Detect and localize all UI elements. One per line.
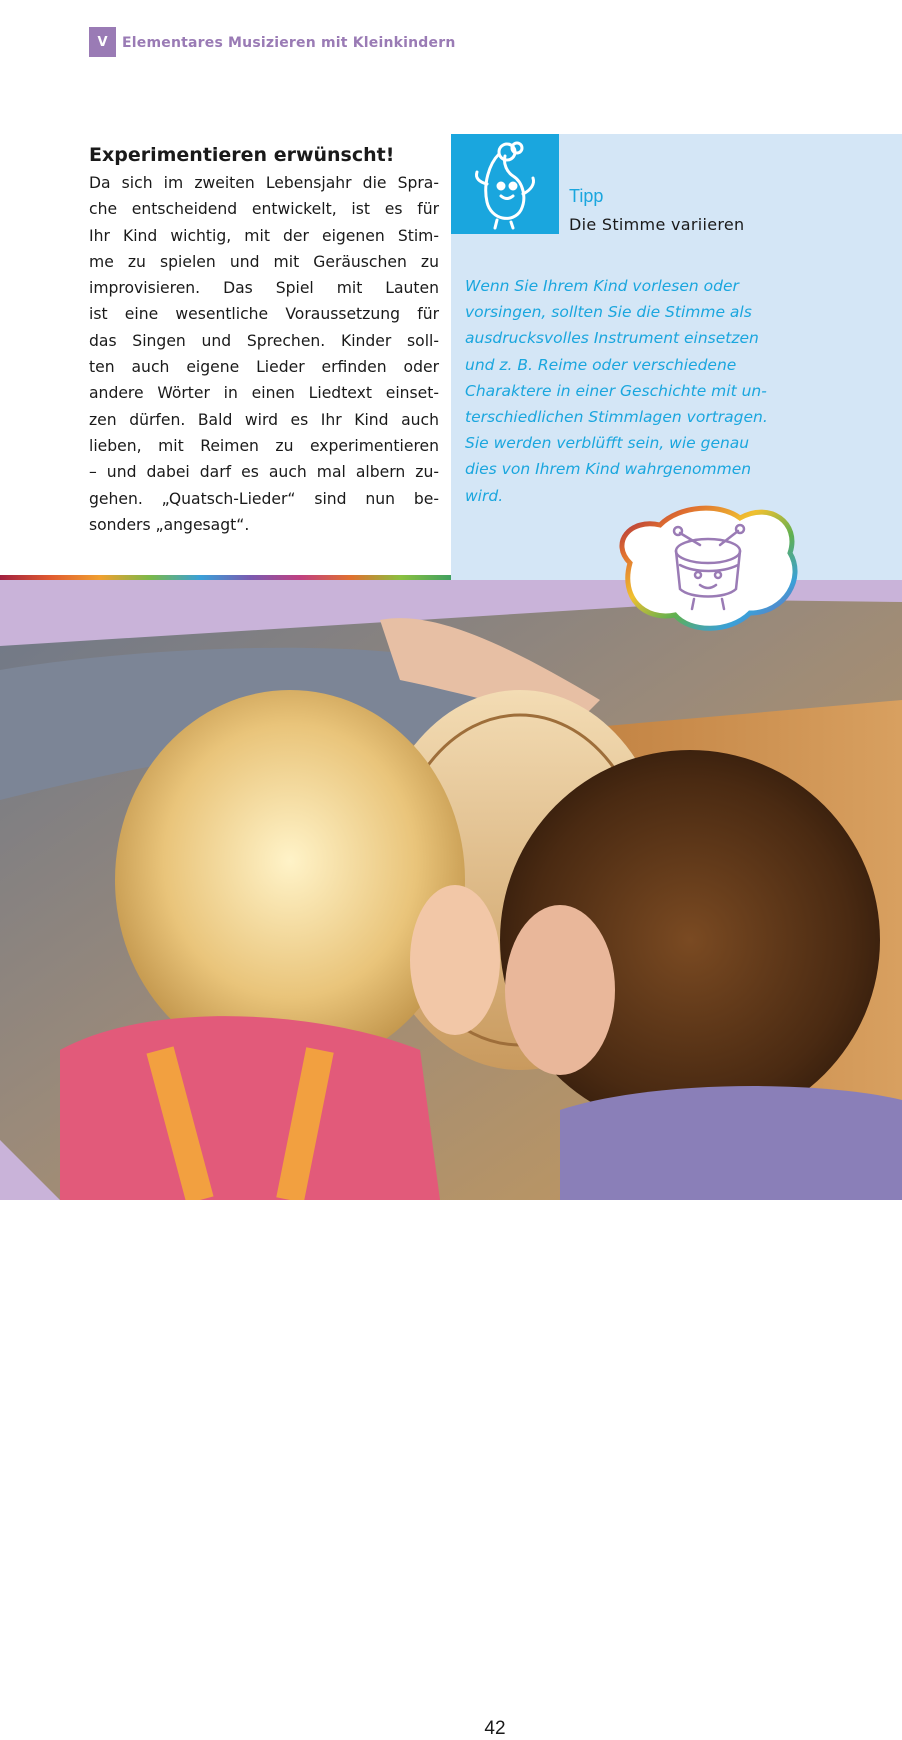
body-line: ist eine wesentliche Voraussetzung für xyxy=(89,305,439,324)
body-line: lieben, mit Reimen zu experimentieren xyxy=(89,436,439,455)
drum-mascot-bubble xyxy=(610,503,800,633)
running-header: Elementares Musizieren mit Kleinkindern xyxy=(122,35,456,51)
tip-line: Charaktere in einer Geschichte mit un- xyxy=(465,381,767,400)
body-line: sonders „angesagt“. xyxy=(89,515,250,534)
tip-title: Die Stimme variieren xyxy=(569,215,745,234)
body-line: – und dabei darf es auch mal albern zu- xyxy=(89,463,439,482)
tip-line: terschiedlichen Stimmlagen vortragen. xyxy=(465,408,768,427)
drum-mascot-icon xyxy=(610,503,800,633)
musical-note-mascot-icon xyxy=(451,134,559,234)
body-line: che entscheidend entwickelt, ist es für xyxy=(89,200,439,219)
children-drum-photo xyxy=(0,580,902,1200)
tip-label: Tipp xyxy=(569,186,604,206)
section-body xyxy=(89,170,439,538)
body-line: me zu spielen und mit Geräuschen zu xyxy=(89,252,439,271)
body-line: Ihr Kind wichtig, mit der eigenen Stim- xyxy=(89,226,439,245)
body-line: andere Wörter in einen Liedtext einset- xyxy=(89,384,439,403)
body-line: improvisieren. Das Spiel mit Lauten xyxy=(89,279,439,298)
body-line: ten auch eigene Lieder erfinden oder xyxy=(89,358,439,377)
tip-body xyxy=(465,273,805,509)
chapter-number: V xyxy=(97,34,108,50)
tip-icon-box xyxy=(451,134,559,234)
body-line: gehen. „Quatsch-Lieder“ sind nun be- xyxy=(89,489,439,508)
body-line: Da sich im zweiten Lebensjahr die Spra- xyxy=(89,174,439,192)
tip-line: und z. B. Reime oder verschiedene xyxy=(465,355,737,374)
tip-line: vorsingen, sollten Sie die Stimme als xyxy=(465,303,752,322)
page-number: 42 xyxy=(484,1718,506,1739)
chapter-number-badge xyxy=(89,27,116,57)
tip-line: Sie werden verblüfft sein, wie genau xyxy=(465,434,750,453)
tip-line: ausdrucksvolles Instrument einsetzen xyxy=(465,329,759,348)
tip-line: dies von Ihrem Kind wahrgenommen xyxy=(465,460,752,479)
section-heading: Experimentieren erwünscht! xyxy=(89,144,395,166)
photo-section xyxy=(0,580,902,1739)
body-line: das Singen und Sprechen. Kinder soll- xyxy=(89,331,439,350)
tip-line: Wenn Sie Ihrem Kind vorlesen oder xyxy=(465,277,739,295)
body-line: zen dürfen. Bald wird es Ihr Kind auch xyxy=(89,410,439,429)
tip-line: wird. xyxy=(465,486,504,505)
